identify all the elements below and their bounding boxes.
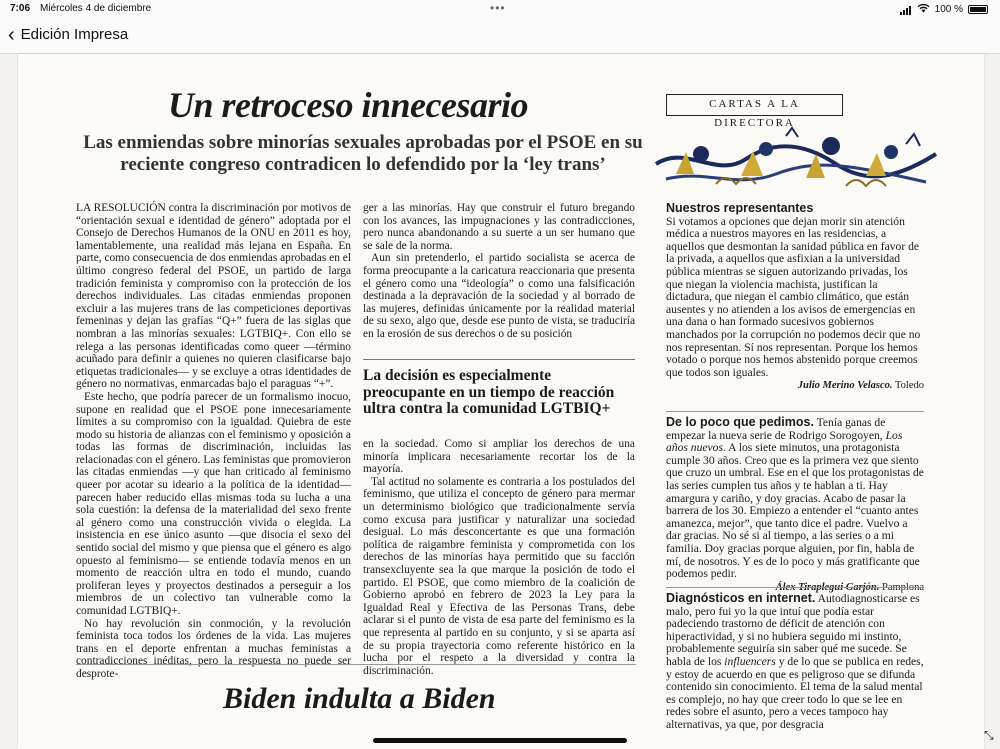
status-bar <box>0 0 1000 18</box>
article-column-2-continued <box>363 438 635 677</box>
section-tag: CARTAS A LA DIRECTORA <box>666 94 843 116</box>
article-column-1 <box>76 202 351 681</box>
letter-place: Pamplona <box>882 581 924 593</box>
article-paragraph: ger a las minorías. Hay que construir el futuro bregando con los avances, las impugnaciones y las contradicciones, pero nunca abandonando a su suerte a un ser humano que se sale de la norma. <box>363 202 635 252</box>
letter-text: y de lo que se publica en redes, y estoy de acuerdo en que es peligroso que se difunda contenido sin conocimiento. El tema de la salud mental es complejo, no hay que creer todo lo que se lee en redes sobre el asunto, pero a veces tampoco hay alternativas, ya que, por desgracia <box>666 654 924 731</box>
letter-heading: De lo poco que pedimos. <box>666 415 814 429</box>
back-button[interactable] <box>8 23 129 46</box>
letter-signature <box>666 380 924 393</box>
letter-text-italic: Los años nuevos <box>666 428 903 455</box>
letter-heading: Nuestros representantes <box>666 201 814 215</box>
letter-diagnosticos-en-internet <box>666 587 924 732</box>
letter-author: Julio Merino Velasco. <box>797 380 893 392</box>
article-paragraph: Este hecho, que podría parecer de un formalismo inocuo, supone en realidad que el PSOE pone innecesariamente límites a su compromiso con la igualdad. Quiebra de este modo su historia de alianzas con el feminismo y oposición a todas las formas de discriminación, incluidas las relacionadas con el género. Las feministas que promovieron las citadas enmiendas —y que han criticado al feminismo queer por acotar su ideario a la política de la identidad— parecen haber reducido ellas mismas toda su lucha a una sola cuestión: la defensa de la materialidad del sexo frente al género como una construcción vivida o elegida. La insistencia en ese único asunto —que disocia el sexo del sentido social del mismo y que piensa que el género es algo opuesto al feminismo— se entiende todavía menos en un momento de reacción ultra en todo el mundo, cuando proliferan leyes y proyectos destinados a perseguir a los miembros de un colectivo tan vulnerable como la comunidad LGTBIQ+. <box>76 390 351 617</box>
resize-corner-icon[interactable]: ⤡ <box>984 728 994 742</box>
status-date: Miércoles 4 de diciembre <box>40 3 152 14</box>
battery-icon <box>968 5 988 14</box>
letter-place: Toledo <box>894 380 924 392</box>
nav-bar <box>0 18 1000 54</box>
status-time: 7:06 <box>10 3 31 14</box>
article-subtitle: Las enmiendas sobre minorías sexuales aprobadas por el PSOE en su reciente congreso contradicen lo defendido por la ‘ley trans’ <box>83 132 643 175</box>
wifi-icon <box>917 3 930 16</box>
letter-de-lo-poco-que-pedimos <box>666 411 924 594</box>
letter-text: Tenía ganas de empezar la nueva serie de Rodrigo Sorogoyen, <box>666 416 886 442</box>
signal-icon <box>900 4 912 15</box>
letter-heading: Diagnósticos en internet. <box>666 591 816 605</box>
article-column-2 <box>363 202 635 341</box>
pull-quote: La decisión es especialmente preocupante en un tiempo de reacción ultra contra la comunidad LGTBIQ+ <box>363 359 635 418</box>
letter-body <box>666 416 924 581</box>
status-indicators <box>900 3 988 16</box>
article-paragraph: No hay revolución sin conmoción, y la revolución feminista toca todos los órdenes de la vida. Las mujeres trans en el deporte enfrentan a muchas feministas a contradicciones inéditas, pero la respuesta no puede ser desprote- <box>76 617 351 680</box>
article-paragraph: Aun sin pretenderlo, el partido socialista se acerca de forma preocupante a la caricatura reaccionaria que presenta el género como una “ideología” o como una falsificación destinada a la depravación de la sociedad y al borrado de las mujeres, definidas únicamente por la realidad material de su sexo, algo que, desde ese punto de vista, se traduciría en la erosión de sus derechos o de su posición <box>363 252 635 340</box>
letter-text: Autodiagnosticarse es malo, pero fui yo la que intuí que podía estar padeciendo trastorno de déficit de atención con hiperactividad, y si no hubiera seguido mi instinto, probablemente seguiría sin saber qué me sucede. Se habla de los <box>666 592 920 668</box>
letter-body <box>666 592 924 732</box>
article-paragraph: LA RESOLUCIÓN contra la discriminación por motivos de “orientación sexual e identidad de género” adoptada por el Consejo de Derechos Humanos de la ONU en 2011 es hoy, lamentablemente, una realidad más lejana en España. En parte, como consecuencia de dos enmiendas aprobadas en el último congreso federal del PSOE, un partido de larga tradición feminista y compromiso con la protección de los derechos individuales. Las citadas enmiendas proponen excluir a las mujeres trans de las competiciones deportivas femeninas y dejan las grafías “Q+” fuera de las siglas que nombran a las minorías sexuales: LGTBIQ+. Con ello se relega a las personas identificadas como queer —término acuñado para definir a quienes no quieren clasificarse bajo etiquetas tradicionales— y se excluye a otras identidades de género no normativas, enmarcadas bajo el paraguas “+”. <box>76 202 351 391</box>
battery-percent: 100 % <box>934 4 963 15</box>
letter-body: Si votamos a opciones que dejan morir sin atención médica a nuestros mayores en las residencias, a aquellos que desmontan la sanidad pública en favor de la privada, a aquellos que asfixian a la universidad pública mientras se siguen autorizando privadas, los que niegan la violencia machista, justifican la dictadura, que niegan el cambio climático, que están ausentes y no atienden a los avisos de emergencias en una dana o han formado sucesivos gobiernos manchados por la corrupción no podemos decir que no nos representan. Sí nos representan. Porque los hemos votado o porque nos hemos abstenido porque creemos que todos son iguales. <box>666 214 921 379</box>
letter-text-italic: influencers <box>724 654 776 668</box>
home-indicator[interactable] <box>373 738 627 743</box>
chevron-left-icon: ‹ <box>8 23 15 46</box>
letters-illustration <box>646 124 942 199</box>
letter-text: . A los siete minutos, una protagonista cumple 30 años. Creo que es la primera vez que siento que cruzo un umbral. Ese en el que los protagonistas de las series cumplen tus años y te hablan a ti. Hay amargura y cariño, y doy gracias. Acabo de pasar la barrera de los 30. Empiezo a entender el “cuanto antes amanezca, mejor”, que tanto dice el padre. Vuelvo a dar gracias. No sé si al tiempo, a las series o a mi familia. Doy gracias porque alguien, por fin, habla de mí, de nosotros. Y es de lo poco y más gratificante que podemos pedir. <box>666 441 924 581</box>
back-button-label: Edición Impresa <box>20 26 129 43</box>
article-title: Un retroceso innecesario <box>168 85 528 125</box>
second-article-title: Biden indulta a Biden <box>223 682 496 715</box>
article-paragraph: Tal actitud no solamente es contraria a los postulados del feminismo, que utiliza el concepto de género para mermar un determinismo biológico que tradicionalmente servía como excusa para justificar y naturalizar una sociedad desigual. Lo más desconcertante es que una formación política de raigambre feminista y comprometida con los derechos de las minorías haya permitido que su facción transexcluyente sea la que marque la posición de todo el partido. El PSOE, que como miembro de la coalición de Gobierno aprobó en febrero de 2023 la Ley para la Igualdad Real y Efectiva de las Personas Trans, debe aclarar si el punto de vista de esa parte del feminismo es la que representa al partido en su conjunto, y si se aparta así de su propia trayectoria como referente histórico en la lucha por el respeto a la diversidad y contra la discriminación. <box>363 475 635 677</box>
divider <box>76 664 636 665</box>
article-paragraph: en la sociedad. Como si ampliar los derechos de una minoría implicara necesariamente recortar los de la mayoría. <box>363 438 635 476</box>
letter-author: Álex Tiraplegui Garjón. <box>775 581 880 593</box>
letter-nuestros-representantes <box>666 202 924 393</box>
multitask-dots-icon[interactable]: ••• <box>490 1 506 15</box>
newspaper-page[interactable] <box>18 54 984 749</box>
